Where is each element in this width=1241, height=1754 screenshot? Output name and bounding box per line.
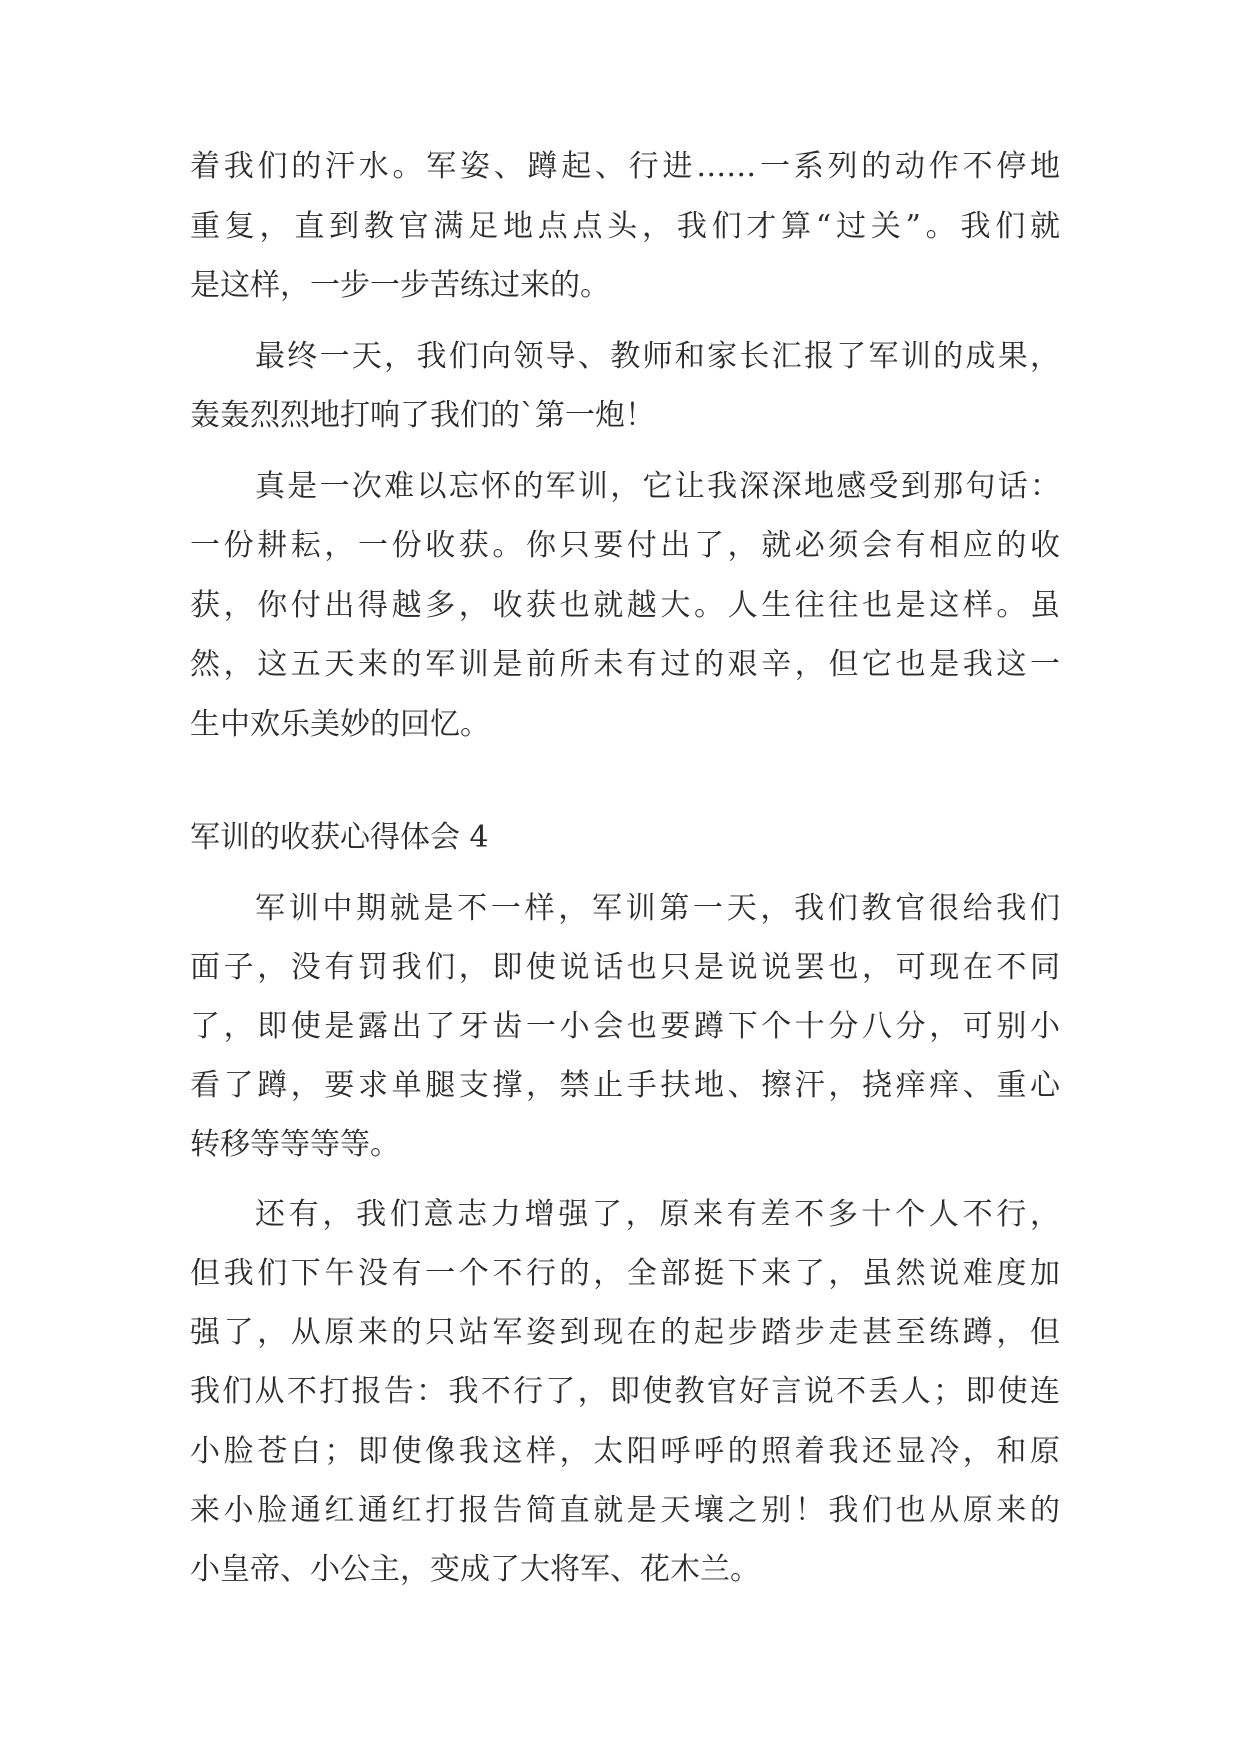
paragraph-line: 小脸苍白；即使像我这样，太阳呼呼的照着我还显冷，和原 — [190, 1434, 1060, 1469]
paragraph-line: 还有，我们意志力增强了，原来有差不多十个人不行， — [255, 1197, 1060, 1232]
paragraph-line: 看了蹲，要求单腿支撑，禁止手扶地、擦汗，挠痒痒、重心 — [190, 1068, 1060, 1103]
paragraph-line: 是这样，一步一步苦练过来的。 — [190, 268, 610, 303]
paragraph-line: 重复，直到教官满足地点点头，我们才算“过关”。我们就 — [190, 209, 1060, 244]
paragraph-line: 小皇帝、小公主，变成了大将军、花木兰。 — [190, 1552, 760, 1587]
paragraph-line: 轰轰烈烈地打响了我们的`第一炮！ — [190, 398, 655, 433]
paragraph-line: 真是一次难以忘怀的军训，它让我深深地感受到那句话： — [255, 469, 1060, 504]
paragraph-line: 我们从不打报告：我不行了，即使教官好言说不丢人；即使连 — [190, 1374, 1060, 1409]
paragraph-line: 一份耕耘，一份收获。你只要付出了，就必须会有相应的收 — [190, 528, 1060, 563]
paragraph-line: 获，你付出得越多，收获也就越大。人生往往也是这样。虽 — [190, 588, 1060, 623]
paragraph-line: 着我们的汗水。军姿、蹲起、行进……一系列的动作不停地 — [190, 149, 1060, 184]
section-heading: 军训的收获心得体会 4 — [190, 820, 489, 855]
paragraph-line: 转移等等等等。 — [190, 1127, 400, 1162]
paragraph-line: 但我们下午没有一个不行的，全部挺下来了，虽然说难度加 — [190, 1256, 1060, 1291]
paragraph-line: 来小脸通红通红打报告简直就是天壤之别！我们也从原来的 — [190, 1493, 1060, 1528]
paragraph-line: 了，即使是露出了牙齿一小会也要蹲下个十分八分，可别小 — [190, 1009, 1060, 1044]
paragraph-line: 生中欢乐美妙的回忆。 — [190, 707, 490, 742]
paragraph-line: 然，这五天来的军训是前所未有过的艰辛，但它也是我这一 — [190, 647, 1060, 682]
paragraph-line: 面子，没有罚我们，即使说话也只是说说罢也，可现在不同 — [190, 950, 1060, 985]
paragraph-line: 军训中期就是不一样，军训第一天，我们教官很给我们 — [255, 891, 1060, 926]
paragraph-line: 最终一天，我们向领导、教师和家长汇报了军训的成果， — [255, 339, 1060, 374]
paragraph-line: 强了，从原来的只站军姿到现在的起步踏步走甚至练蹲，但 — [190, 1315, 1060, 1350]
